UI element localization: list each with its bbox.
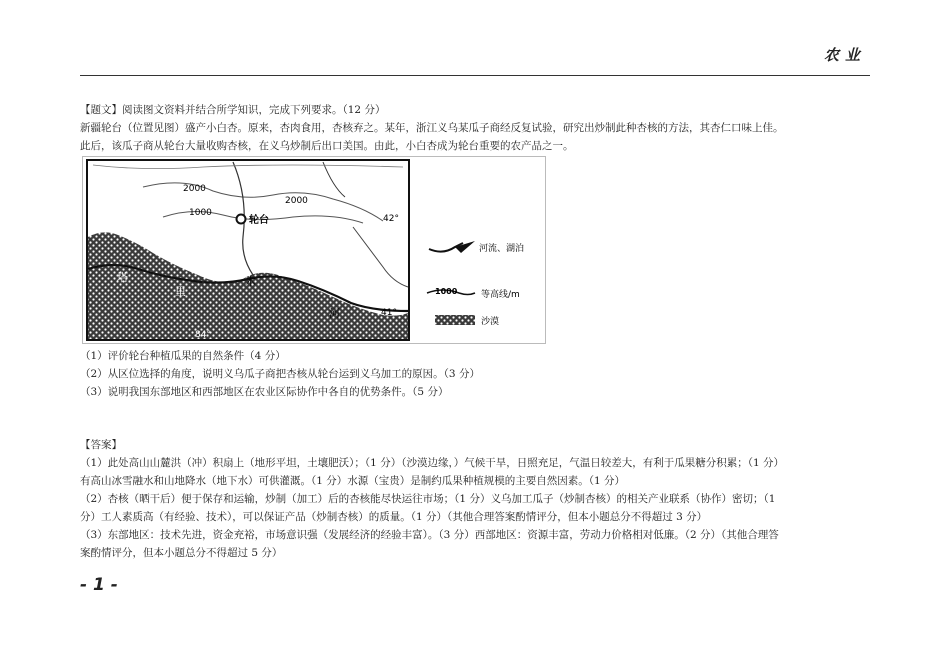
river-name-char: 里 bbox=[175, 285, 186, 298]
question-text bbox=[80, 101, 880, 155]
contour-label: 2000 bbox=[183, 184, 206, 194]
answer-line: 案酌情评分，但本小题总分不得超过 5 分） bbox=[80, 547, 283, 559]
legend-lake-symbol bbox=[455, 241, 475, 253]
answer-line: 分）工人素质高（有经验、技术），可以保证产品（炒制杏核）的质量。（1 分）（其他合理答案酌情评分，但本小题总分不得超过 3 分） bbox=[80, 511, 708, 523]
answer-line: （2）杏核（晒干后）便于保存和运输，炒制（加工）后的杏核能尽快运往市场；（1 分）义乌加工瓜子（炒制杏核）的相关产业联系（协作）密切；（1 bbox=[80, 493, 776, 505]
question-line: 【题文】阅读图文资料并结合所学知识，完成下列要求。（12 分） bbox=[80, 104, 386, 116]
map-drawing bbox=[83, 157, 545, 343]
river-name-char: 塔 bbox=[117, 271, 128, 284]
sub-question: （2）从区位选择的角度，说明义乌瓜子商把杏核从轮台运到义乌加工的原因。（3 分） bbox=[80, 368, 480, 380]
question-line: 新疆轮台（位置见图）盛产小白杏。原来，杏肉食用，杏核弃之。某年，浙江义乌某瓜子商经反复试验，研究出炒制此种杏核的方法，其杏仁口味上佳。 bbox=[80, 122, 784, 134]
legend-contour-value: 1000 bbox=[435, 287, 458, 296]
legend-desert-label: 沙漠 bbox=[481, 317, 500, 327]
answer-heading: 【答案】 bbox=[80, 439, 122, 451]
answer-line: 有高山冰雪融水和山地降水（地下水）可供灌溉。（1 分）水源（宝贵）是制约瓜果种植规模的主要自然因素。（1 分） bbox=[80, 475, 626, 487]
answer-section bbox=[80, 436, 880, 562]
sub-question: （1）评价轮台种植瓜果的自然条件（4 分） bbox=[80, 350, 286, 362]
header-title: 农业 bbox=[823, 46, 866, 64]
header-rule bbox=[80, 75, 870, 76]
page-number: - 1 - bbox=[80, 575, 118, 595]
contour-label: 1000 bbox=[189, 208, 212, 218]
answer-line: （1）此处高山山麓洪（冲）积扇上（地形平坦，土壤肥沃）；（1 分）（沙漠边缘，）气候干旱，日照充足，气温日较差大，有利于瓜果糖分积累；（1 分） bbox=[80, 457, 784, 469]
river-name-char: 木 bbox=[245, 275, 256, 288]
longitude-label: 84° bbox=[195, 330, 211, 340]
luntai-town bbox=[237, 215, 246, 224]
answer-line: （3）东部地区：技术先进，资金充裕，市场意识强（发展经济的经验丰富）。（3 分）西部地区：资源丰富，劳动力价格相对低廉。（2 分）（其他合理答 bbox=[80, 529, 779, 541]
question-line: 此后，该瓜子商从轮台大量收购杏核，在义乌炒制后出口美国。由此，小白杏成为轮台重要的农产品之一。 bbox=[80, 140, 574, 152]
town-label: 轮台 bbox=[249, 215, 269, 226]
legend-river-label: 河流、湖泊 bbox=[479, 244, 525, 254]
contour-label: 2000 bbox=[285, 196, 308, 206]
latitude-label: 42° bbox=[383, 214, 399, 224]
sub-question: （3）说明我国东部地区和西部地区在农业区际协作中各自的优势条件。（5 分） bbox=[80, 386, 449, 398]
sub-questions bbox=[80, 347, 880, 401]
river-name-char: 河 bbox=[329, 307, 340, 320]
legend-desert-symbol bbox=[435, 315, 475, 325]
legend-contour-label: 等高线/m bbox=[481, 290, 520, 300]
location-map bbox=[82, 156, 546, 344]
latitude-label: 41° bbox=[381, 308, 397, 318]
